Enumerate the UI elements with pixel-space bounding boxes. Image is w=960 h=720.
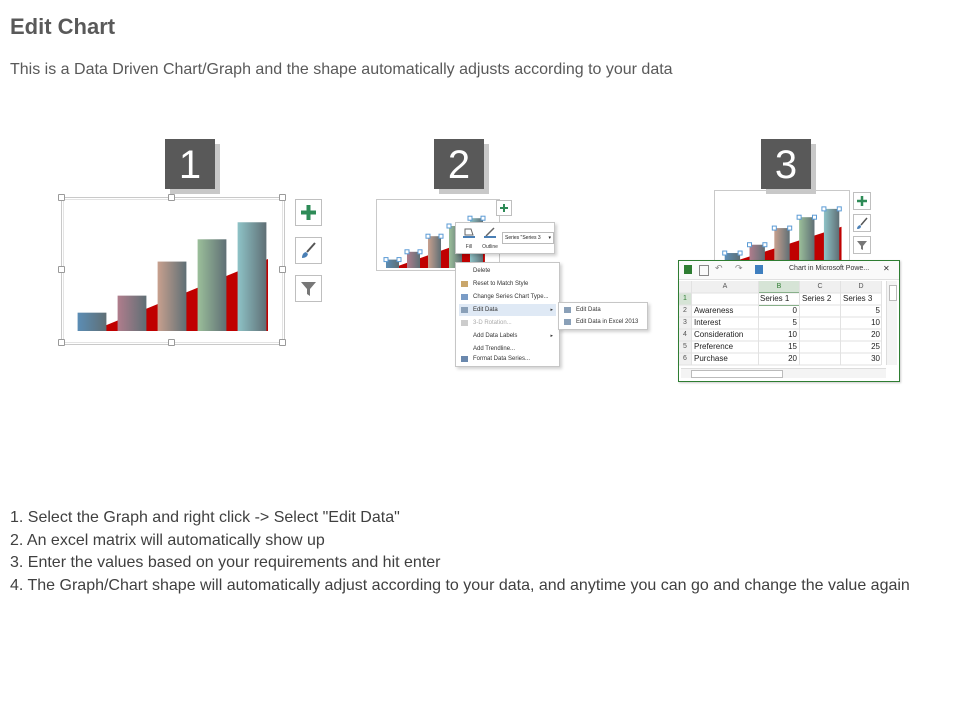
cell[interactable]: 10 <box>871 318 880 327</box>
menu-item-label: Delete <box>473 268 491 274</box>
row-header[interactable]: 3 <box>679 317 691 329</box>
row-header[interactable]: 5 <box>679 341 691 353</box>
row-header[interactable]: 2 <box>679 305 691 317</box>
excel-data-window <box>678 260 900 382</box>
instruction-3: 3. Enter the values based on your requirements and hit enter <box>10 554 441 571</box>
series-dropdown-value: Series "Series 3 <box>505 235 541 241</box>
menu-item-label: Reset to Match Style <box>473 281 529 287</box>
page-title: Edit Chart <box>10 14 116 39</box>
submenu-item-label: Edit Data <box>576 307 601 313</box>
menu-item-label: Edit Data <box>473 307 498 313</box>
cell-selected[interactable]: Series 1 <box>759 293 799 305</box>
bar-selection-handle[interactable] <box>812 215 816 219</box>
chart-bar[interactable] <box>799 217 814 262</box>
add-chart-element-button[interactable] <box>853 192 871 210</box>
menu-item-label: Change Series Chart Type... <box>473 294 549 300</box>
close-icon[interactable]: ✕ <box>883 264 890 273</box>
instruction-1: 1. Select the Graph and right click -> Select "Edit Data" <box>10 509 400 526</box>
chart-bar[interactable] <box>774 228 789 262</box>
cell[interactable]: 30 <box>871 354 880 363</box>
fill-label: Fill <box>465 244 473 250</box>
step-badge-2: 2 <box>434 139 484 189</box>
step-badge-1: 1 <box>165 139 215 189</box>
step-badge-3: 3 <box>761 139 811 189</box>
instruction-4: 4. The Graph/Chart shape will automatically adjust according to your data, and anytime you can go and change the value again <box>10 576 910 594</box>
cell[interactable]: 20 <box>871 330 880 339</box>
chart-bar[interactable] <box>824 209 839 262</box>
cell[interactable]: Awareness <box>694 306 734 315</box>
cell[interactable]: Series 3 <box>843 294 873 303</box>
cell[interactable]: 5 <box>792 318 797 327</box>
cell[interactable]: 0 <box>792 306 797 315</box>
excel-titlebar <box>679 261 899 280</box>
menu-item-label: 3-D Rotation... <box>473 320 512 326</box>
excel-icon <box>684 265 692 274</box>
cell[interactable]: 20 <box>788 354 797 363</box>
chevron-right-icon: ▸ <box>550 307 553 313</box>
row-header[interactable]: 4 <box>679 329 691 341</box>
save-icon[interactable] <box>699 265 709 276</box>
bar-selection-handle[interactable] <box>797 215 801 219</box>
col-header[interactable]: C <box>800 281 840 293</box>
cell[interactable]: 15 <box>788 342 797 351</box>
vertical-scrollbar[interactable] <box>886 281 897 365</box>
bar-selection-handle[interactable] <box>763 243 767 247</box>
menu-item-label: Add Data Labels <box>473 333 518 339</box>
page-subtitle: This is a Data Driven Chart/Graph and the shape automatically adjusts according to your data <box>10 61 673 78</box>
instruction-2: 2. An excel matrix will automatically show up <box>10 531 325 549</box>
cell[interactable]: Consideration <box>694 330 744 339</box>
instructions-list <box>10 507 945 597</box>
cell[interactable]: 10 <box>788 330 797 339</box>
submenu-item-label: Edit Data in Excel 2013 <box>576 319 639 325</box>
bar-selection-handle[interactable] <box>772 226 776 230</box>
chart-filters-button[interactable] <box>853 236 871 254</box>
bar-selection-handle[interactable] <box>748 243 752 247</box>
excel-grid[interactable] <box>679 281 889 367</box>
filter-icon <box>854 237 870 253</box>
plus-icon <box>854 193 870 209</box>
cell[interactable]: 25 <box>871 342 880 351</box>
col-header[interactable]: B <box>759 281 799 293</box>
brush-icon <box>854 215 870 231</box>
cell[interactable]: Series 2 <box>802 294 832 303</box>
bar-selection-handle[interactable] <box>788 226 792 230</box>
col-header[interactable]: D <box>841 281 881 293</box>
scrollbar-thumb[interactable] <box>691 370 783 378</box>
bar-selection-handle[interactable] <box>837 207 841 211</box>
bar-selection-handle[interactable] <box>723 251 727 255</box>
menu-item-label: Add Trendline... <box>473 346 516 352</box>
chart-styles-button[interactable] <box>853 214 871 232</box>
chevron-right-icon: ▸ <box>550 333 553 339</box>
excel-window-title: Chart in Microsoft Powe... <box>789 265 870 272</box>
scrollbar-thumb[interactable] <box>889 285 897 301</box>
undo-icon[interactable]: ↶ <box>715 263 723 273</box>
grid-lines <box>679 281 889 367</box>
menu-item-label: Format Data Series... <box>473 356 531 362</box>
table-icon[interactable] <box>755 265 763 274</box>
horizontal-scrollbar[interactable] <box>681 368 886 378</box>
col-header[interactable]: A <box>692 281 758 293</box>
chevron-down-icon: ▾ <box>548 235 551 241</box>
cell[interactable]: Preference <box>694 342 734 351</box>
bar-selection-handle[interactable] <box>822 207 826 211</box>
cell[interactable]: Interest <box>694 318 721 327</box>
row-header[interactable]: 1 <box>679 293 691 305</box>
bar-selection-handle[interactable] <box>738 251 742 255</box>
cell[interactable]: 5 <box>875 306 880 315</box>
cell[interactable]: Purchase <box>694 354 728 363</box>
redo-icon[interactable]: ↷ <box>735 263 743 273</box>
outline-label: Outline <box>482 244 498 250</box>
row-header[interactable]: 6 <box>679 353 691 365</box>
